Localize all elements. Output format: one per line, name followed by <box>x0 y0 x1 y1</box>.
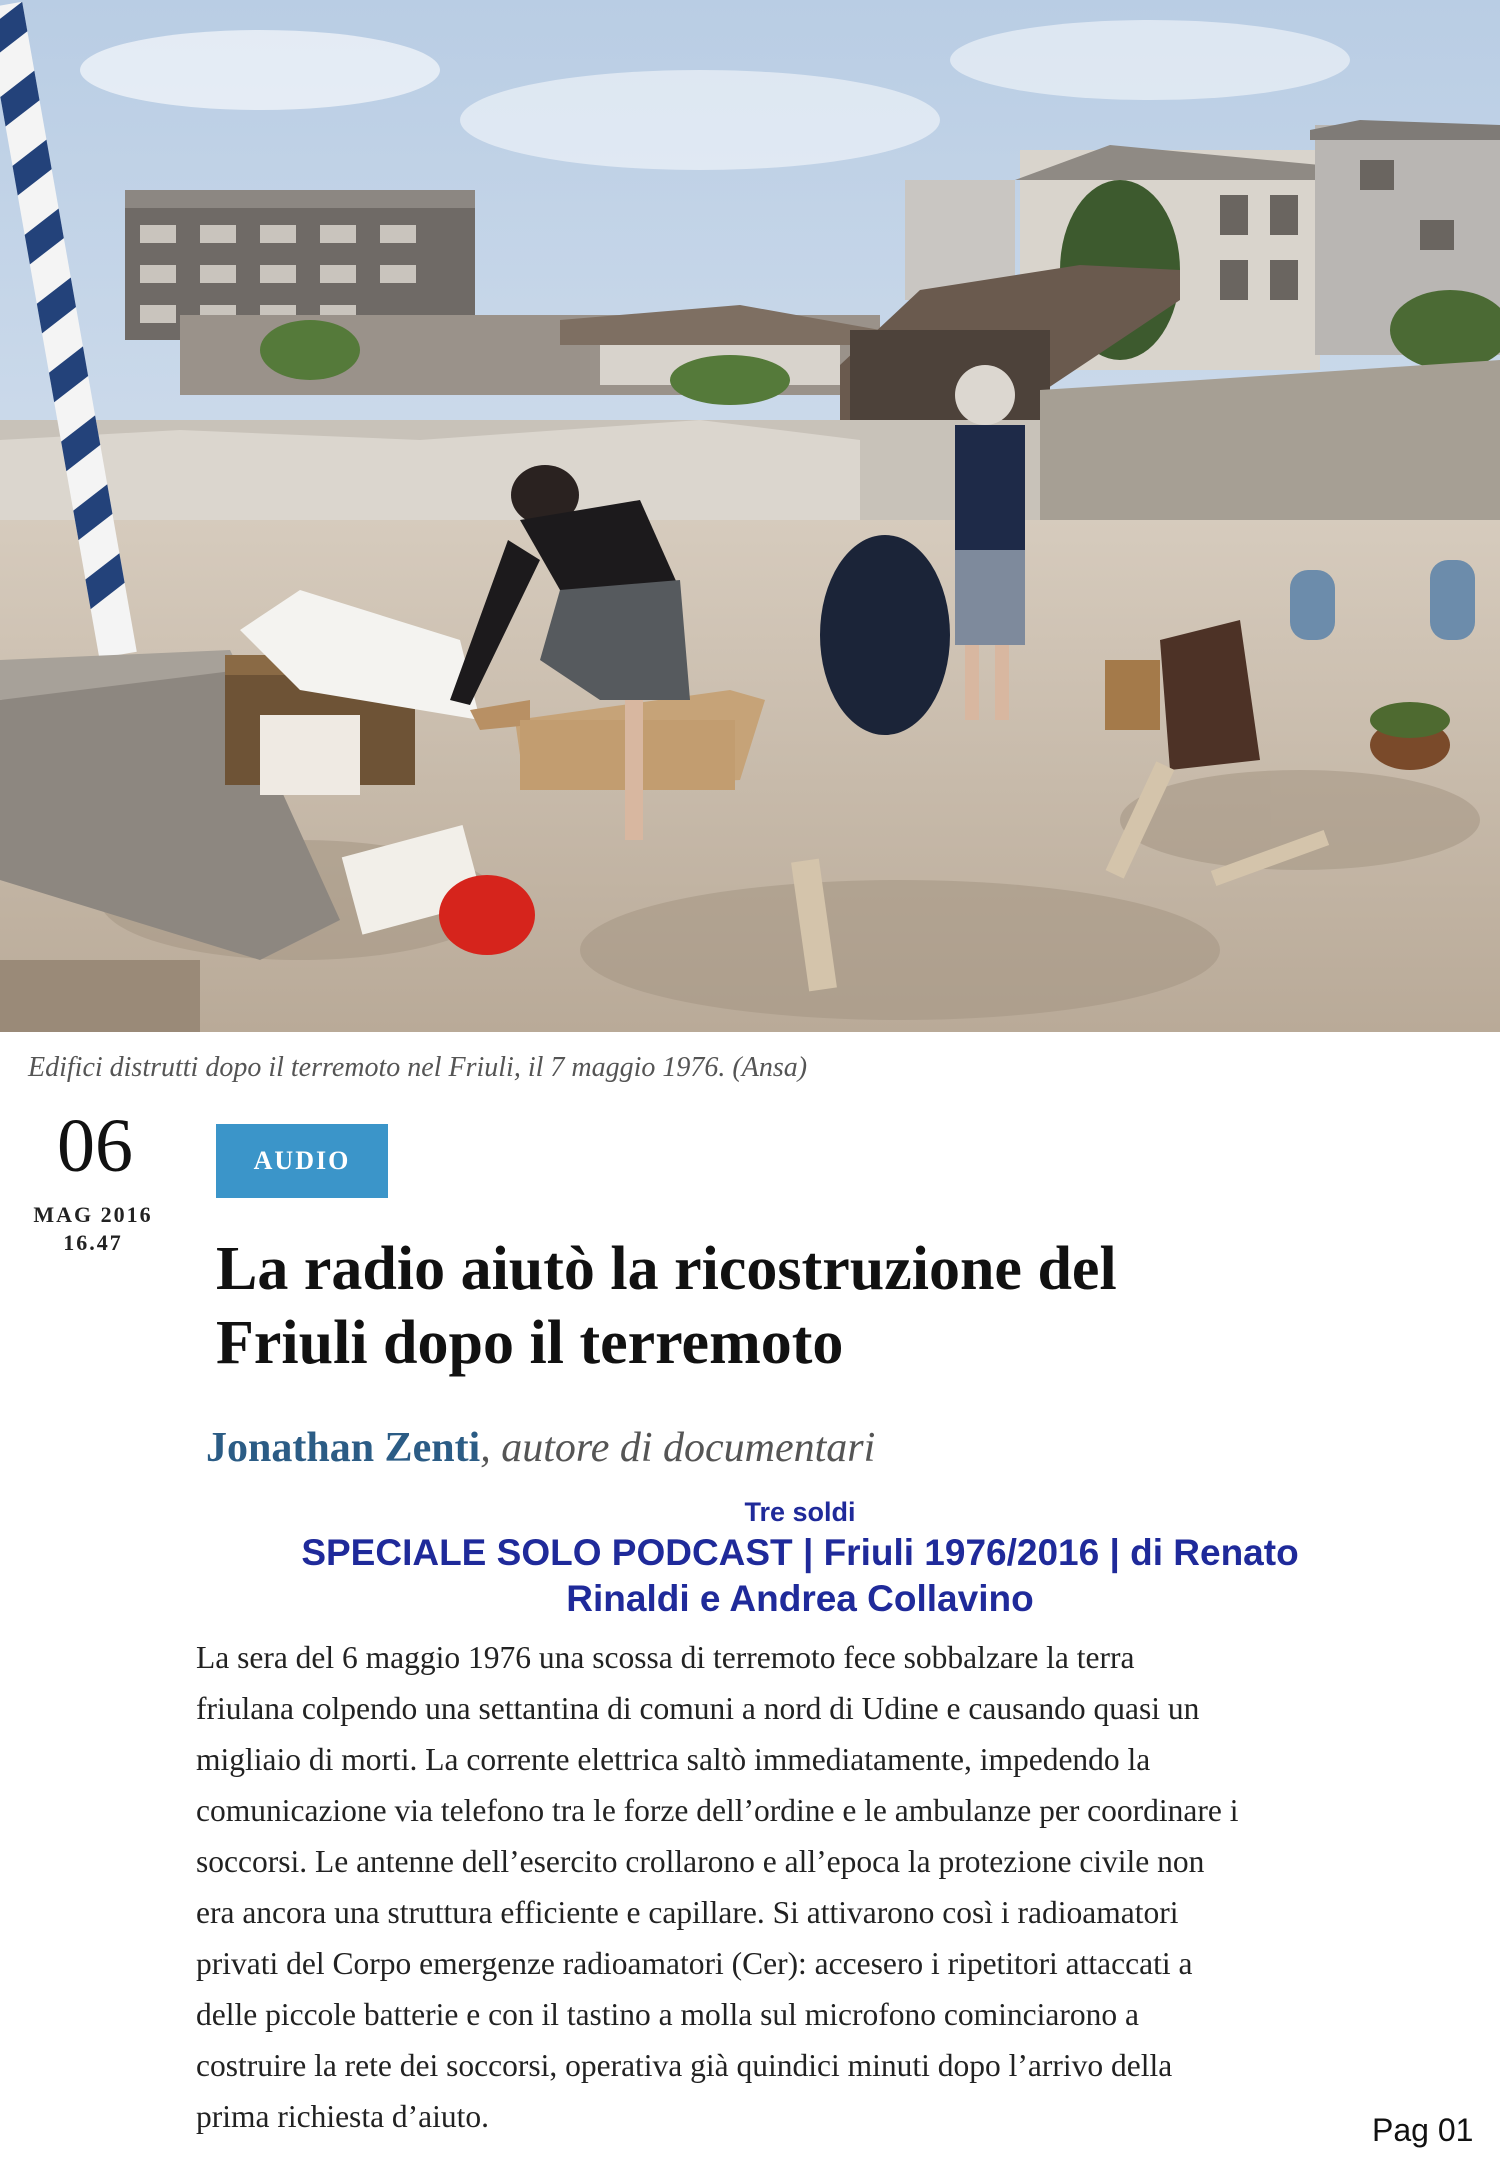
headline-line-1: La radio aiutò la ricostruzione del <box>216 1235 1117 1303</box>
article-body <box>196 1632 1396 2142</box>
date-day: 06 <box>57 1104 133 1188</box>
headline-line-2: Friuli dopo il terremoto <box>216 1309 844 1377</box>
earthquake-ruins-photo <box>0 0 1500 1032</box>
podcast-title-line-1[interactable]: SPECIALE SOLO PODCAST | Friuli 1976/2016 | di Renato <box>301 1532 1299 1573</box>
article-headline <box>216 1232 1416 1380</box>
podcast-show[interactable]: Tre soldi <box>744 1497 856 1527</box>
audio-tag[interactable]: AUDIO <box>216 1124 388 1198</box>
author-link[interactable]: Jonathan Zenti <box>206 1425 481 1471</box>
body-line: soccorsi. Le antenne dell’esercito crollarono e all’epoca la protezione civile non <box>196 1844 1205 1879</box>
body-line: privati del Corpo emergenze radioamatori (Cer): accesero i ripetitori attaccati a <box>196 1946 1193 1981</box>
body-line: delle piccole batterie e con il tastino a molla sul microfono cominciarono a <box>196 1997 1139 2032</box>
body-line: migliaio di morti. La corrente elettrica saltò immediatamente, impedendo la <box>196 1742 1151 1777</box>
body-line: prima richiesta d’aiuto. <box>196 2099 490 2134</box>
body-line: comunicazione via telefono tra le forze dell’ordine e le ambulanze per coordinare i <box>196 1793 1239 1828</box>
photo-caption: Edifici distrutti dopo il terremoto nel Friuli, il 7 maggio 1976. (Ansa) <box>28 1052 808 1083</box>
body-line: costruire la rete dei soccorsi, operativa già quindici minuti dopo l’arrivo della <box>196 2048 1173 2083</box>
date-time: 16.47 <box>63 1230 123 1255</box>
author-role: , autore di documentari <box>480 1425 876 1471</box>
body-line: friulana colpendo una settantina di comuni a nord di Udine e causando quasi un <box>196 1691 1200 1726</box>
podcast-block <box>200 1494 1400 1622</box>
page-number: Pag 01 <box>1372 2112 1474 2148</box>
podcast-title-line-2[interactable]: Rinaldi e Andrea Collavino <box>566 1578 1034 1619</box>
body-line: La sera del 6 maggio 1976 una scossa di terremoto fece sobbalzare la terra <box>196 1640 1135 1675</box>
body-line: era ancora una struttura efficiente e capillare. Si attivarono così i radioamatori <box>196 1895 1179 1930</box>
byline <box>206 1424 875 1472</box>
date-month-year: MAG 2016 <box>33 1202 153 1227</box>
